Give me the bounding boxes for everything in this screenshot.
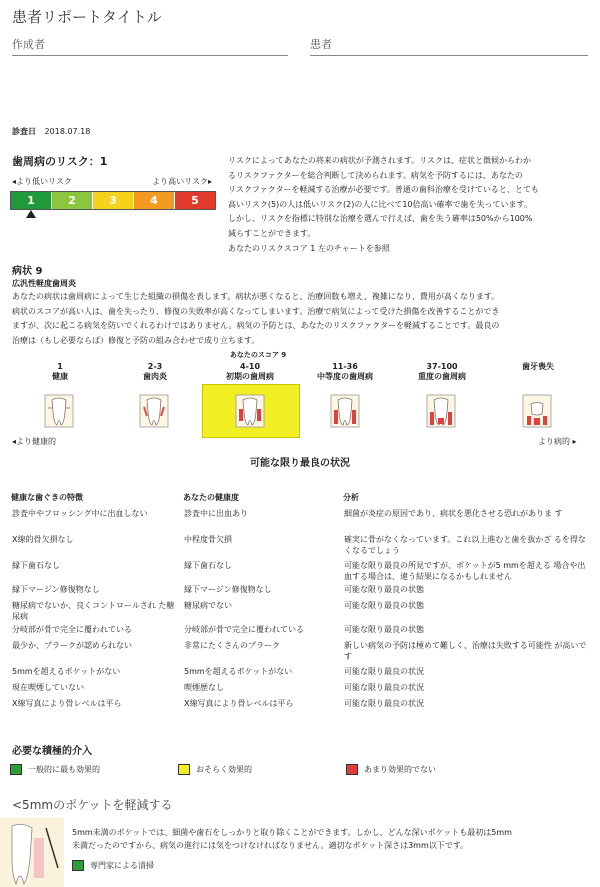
cell-yours: 非常にたくさんのプラーク bbox=[184, 641, 280, 650]
reduce-text-line: 5mm未満のポケットでは、細菌や歯石をしっかりと取り除くことができます。しかし、どんな深いポケットも最初は5mm bbox=[72, 828, 512, 837]
disease-desc-line: 治療は（もし必要ならば）修復と予防の組み合わせで成り立ちます。 bbox=[12, 335, 260, 345]
header-yours: あなたの健康度 bbox=[183, 492, 239, 502]
healthier-label: ◂より健康的 bbox=[12, 437, 57, 446]
stage-range: 37-100 bbox=[426, 362, 458, 371]
stage-moderate bbox=[295, 362, 395, 382]
professional-cleaning-label: 専門家による清掃 bbox=[90, 861, 154, 870]
table-row bbox=[10, 698, 590, 714]
professional-cleaning-item bbox=[72, 860, 154, 871]
stage-name: 初期の歯周病 bbox=[226, 372, 274, 381]
intervention-title: 必要な積極的介入 bbox=[12, 746, 92, 757]
risk-explanation bbox=[228, 154, 588, 256]
risk-cell-2: 2 bbox=[51, 192, 92, 209]
cell-analysis: 可能な限り最良の状態 bbox=[344, 585, 424, 594]
reduce-pocket-title: <5mmのポケットを軽減する bbox=[12, 798, 173, 812]
cell-analysis: 確実に骨がなくなっています。これ以上進むと歯を抜かざ るを得なくなるでしょう bbox=[344, 535, 586, 555]
exam-date-label: 診査日 bbox=[12, 127, 36, 136]
legend-most-effective bbox=[10, 764, 170, 775]
table-row bbox=[10, 600, 590, 624]
risk-cell-5: 5 bbox=[174, 192, 215, 209]
cell-healthy: 分岐部が骨で完全に覆われている bbox=[12, 625, 132, 634]
exam-date-value: 2018.07.18 bbox=[44, 127, 91, 136]
report-title: 患者リポートタイトル bbox=[12, 8, 162, 26]
tooth-cleaning-illustration-icon bbox=[0, 818, 64, 887]
cell-healthy: 診査中やフロッシング中に出血しない bbox=[12, 509, 148, 518]
cell-analysis: 可能な限り最良の所見ですが、ポケットが5 mmを超える 場合や出血する場合は、違う結果になるかもしれません bbox=[344, 561, 586, 581]
cell-analysis: 可能な限り最良の状態 bbox=[344, 625, 424, 634]
patient-field[interactable] bbox=[310, 36, 588, 56]
disease-desc-line: 病状のスコアが高い人は、歯を失ったり、修復の失敗率が高くなってしまいます。治療で病気によって受けた損傷を改善することができ bbox=[12, 306, 500, 316]
table-row bbox=[10, 508, 590, 534]
risk-title: 歯周病のリスク：1 bbox=[12, 155, 108, 168]
legend-label: 一般的に最も効果的 bbox=[28, 765, 100, 774]
cell-yours: 縁下歯石なし bbox=[184, 561, 232, 570]
disease-subtitle: 広汎性軽度歯周炎 bbox=[12, 279, 76, 288]
risk-text-line: リスクファクターを軽減する治療が必要です。普通の歯科治療を受けていると、とても bbox=[228, 185, 539, 195]
tooth-healthy-icon bbox=[44, 394, 74, 428]
table-row bbox=[10, 534, 590, 560]
risk-scale bbox=[10, 191, 216, 210]
risk-text-line: るリスクファクターを総合判断して決められます。病気を予防するには、あなたの bbox=[228, 170, 523, 180]
cell-yours: 5mmを超えるポケットがない bbox=[184, 667, 293, 676]
risk-text-line: リスクによってあなたの将来の病状が予測されます。リスクは、症状と徴候からわか bbox=[228, 156, 532, 165]
intervention-legend bbox=[10, 764, 590, 775]
risk-text-line: あなたのリスクスコア 1 左のチャートを参照 bbox=[228, 243, 390, 253]
legend-less-effective bbox=[346, 764, 506, 775]
cell-healthy: 最少か、プラークが認められない bbox=[12, 641, 132, 650]
cell-healthy: 縁下マージン修復物なし bbox=[12, 585, 100, 594]
table-row bbox=[10, 560, 590, 584]
table-header bbox=[10, 486, 590, 508]
risk-text-line: しかし、リスクを指標に特別な治療を選んで行えば、歯を失う確率は50%から100% bbox=[228, 214, 533, 224]
stage-name: 健康 bbox=[52, 372, 68, 381]
table-row bbox=[10, 666, 590, 682]
cell-healthy: 糖尿病でないか、良くコントロールされ た糖尿病 bbox=[12, 601, 175, 621]
exam-date bbox=[12, 126, 90, 137]
cell-analysis: 新しい病気の予防は極めて難しく、治療は失敗する可能性 が高いです bbox=[344, 641, 587, 661]
stage-name: 中等度の歯周病 bbox=[317, 372, 373, 381]
table-row bbox=[10, 640, 590, 666]
stage-healthy bbox=[10, 362, 110, 382]
tooth-moderate-icon bbox=[330, 394, 360, 428]
cell-analysis: 細菌が炎症の原因であり、病状を悪化させる恐れがありま す bbox=[344, 509, 563, 518]
stage-name: 歯牙喪失 bbox=[522, 362, 554, 371]
header-analysis: 分析 bbox=[343, 492, 359, 502]
tooth-severe-icon bbox=[426, 394, 456, 428]
risk-low-label: ◂より低いリスク bbox=[12, 177, 72, 186]
disease-desc-line: あなたの病状は歯周病によって生じた組織の損傷を表します。病状が悪くなると、治療回数も増え、複雑になり、費用が高くなります。 bbox=[12, 292, 500, 301]
stage-range: 11-36 bbox=[332, 362, 358, 371]
green-swatch-icon bbox=[72, 860, 84, 871]
stage-severe bbox=[392, 362, 492, 382]
reduce-pocket-text bbox=[72, 826, 592, 852]
tooth-gingivitis-icon bbox=[139, 394, 169, 428]
risk-text-line: 減らすことができます。 bbox=[228, 228, 316, 238]
table-row bbox=[10, 624, 590, 640]
your-score-label: あなたのスコア 9 bbox=[229, 351, 287, 359]
disease-description bbox=[12, 290, 590, 348]
stage-range: 4-10 bbox=[239, 362, 261, 371]
sicker-label: より病的 ▸ bbox=[538, 437, 577, 446]
cell-analysis: 可能な限り最良の状況 bbox=[344, 667, 424, 676]
legend-label: おそらく効果的 bbox=[196, 765, 252, 774]
green-swatch-icon bbox=[10, 764, 22, 775]
risk-cell-3: 3 bbox=[92, 192, 133, 209]
risk-scale-ends bbox=[12, 176, 212, 187]
author-field[interactable] bbox=[12, 36, 288, 56]
cell-yours: 分岐部が骨で完全に覆われている bbox=[184, 625, 304, 634]
cell-yours: 喫煙歴なし bbox=[184, 683, 224, 692]
table-row bbox=[10, 682, 590, 698]
reduce-text-line: 未満だったのですから、病気の進行には気をつけなければなりません。適切なポケット深さは3mm以下です。 bbox=[72, 841, 469, 850]
disease-desc-line: ますが、次に起こる病気を防いでくれるわけではありません。病気の予防とは、あなたのリスクファクターを軽減することです。最良の bbox=[12, 321, 500, 331]
stage-range: 2-3 bbox=[147, 362, 163, 371]
comparison-table bbox=[10, 486, 590, 714]
table-row bbox=[10, 584, 590, 600]
cell-yours: 診査中に出血あり bbox=[184, 509, 248, 518]
stage-early bbox=[200, 362, 300, 382]
header-healthy: 健康な歯ぐきの特徴 bbox=[11, 492, 83, 502]
yellow-swatch-icon bbox=[178, 764, 190, 775]
risk-text-line: 高いリスク(5)の人は低いリスク(2)の人に比べて10倍高い確率で歯を失っています。 bbox=[228, 199, 532, 209]
cell-yours: X線写真により骨レベルは平ら bbox=[184, 699, 294, 708]
cell-yours: 糖尿病でない bbox=[184, 601, 232, 610]
stage-tooth-loss bbox=[488, 362, 588, 372]
risk-cell-4: 4 bbox=[133, 192, 174, 209]
disease-title: 病状 9 bbox=[12, 266, 43, 277]
cell-healthy: X線写真により骨レベルは平ら bbox=[12, 699, 122, 708]
tooth-loss-icon bbox=[522, 394, 552, 428]
legend-label: あまり効果的でない bbox=[364, 765, 436, 774]
cell-analysis: 可能な限り最良の状態 bbox=[344, 601, 424, 610]
cell-yours: 縁下マージン修復物なし bbox=[184, 585, 272, 594]
stage-name: 重度の歯周病 bbox=[418, 372, 466, 381]
risk-high-label: より高いリスク▸ bbox=[152, 177, 212, 186]
risk-cell-1: 1 bbox=[11, 192, 51, 209]
cell-healthy: 現在喫煙していない bbox=[12, 683, 84, 692]
stage-gingivitis bbox=[105, 362, 205, 382]
red-swatch-icon bbox=[346, 764, 358, 775]
cell-yours: 中程度骨欠損 bbox=[184, 535, 232, 544]
legend-probably-effective bbox=[178, 764, 338, 775]
risk-marker-icon bbox=[26, 210, 36, 218]
cell-healthy: 5mmを超えるポケットがない bbox=[12, 667, 121, 676]
stage-range: 1 bbox=[57, 362, 63, 371]
cell-healthy: 縁下歯石なし bbox=[12, 561, 60, 570]
patient-label: 患者 bbox=[310, 38, 332, 51]
cell-analysis: 可能な限り最良の状況 bbox=[344, 683, 424, 692]
stage-name: 歯肉炎 bbox=[143, 372, 167, 381]
cell-healthy: X線的骨欠損なし bbox=[12, 535, 74, 544]
author-label: 作成者 bbox=[12, 38, 45, 51]
cell-analysis: 可能な限り最良の状況 bbox=[344, 699, 424, 708]
best-title: 可能な限り最良の状況 bbox=[250, 458, 350, 469]
tooth-early-icon bbox=[235, 394, 265, 428]
